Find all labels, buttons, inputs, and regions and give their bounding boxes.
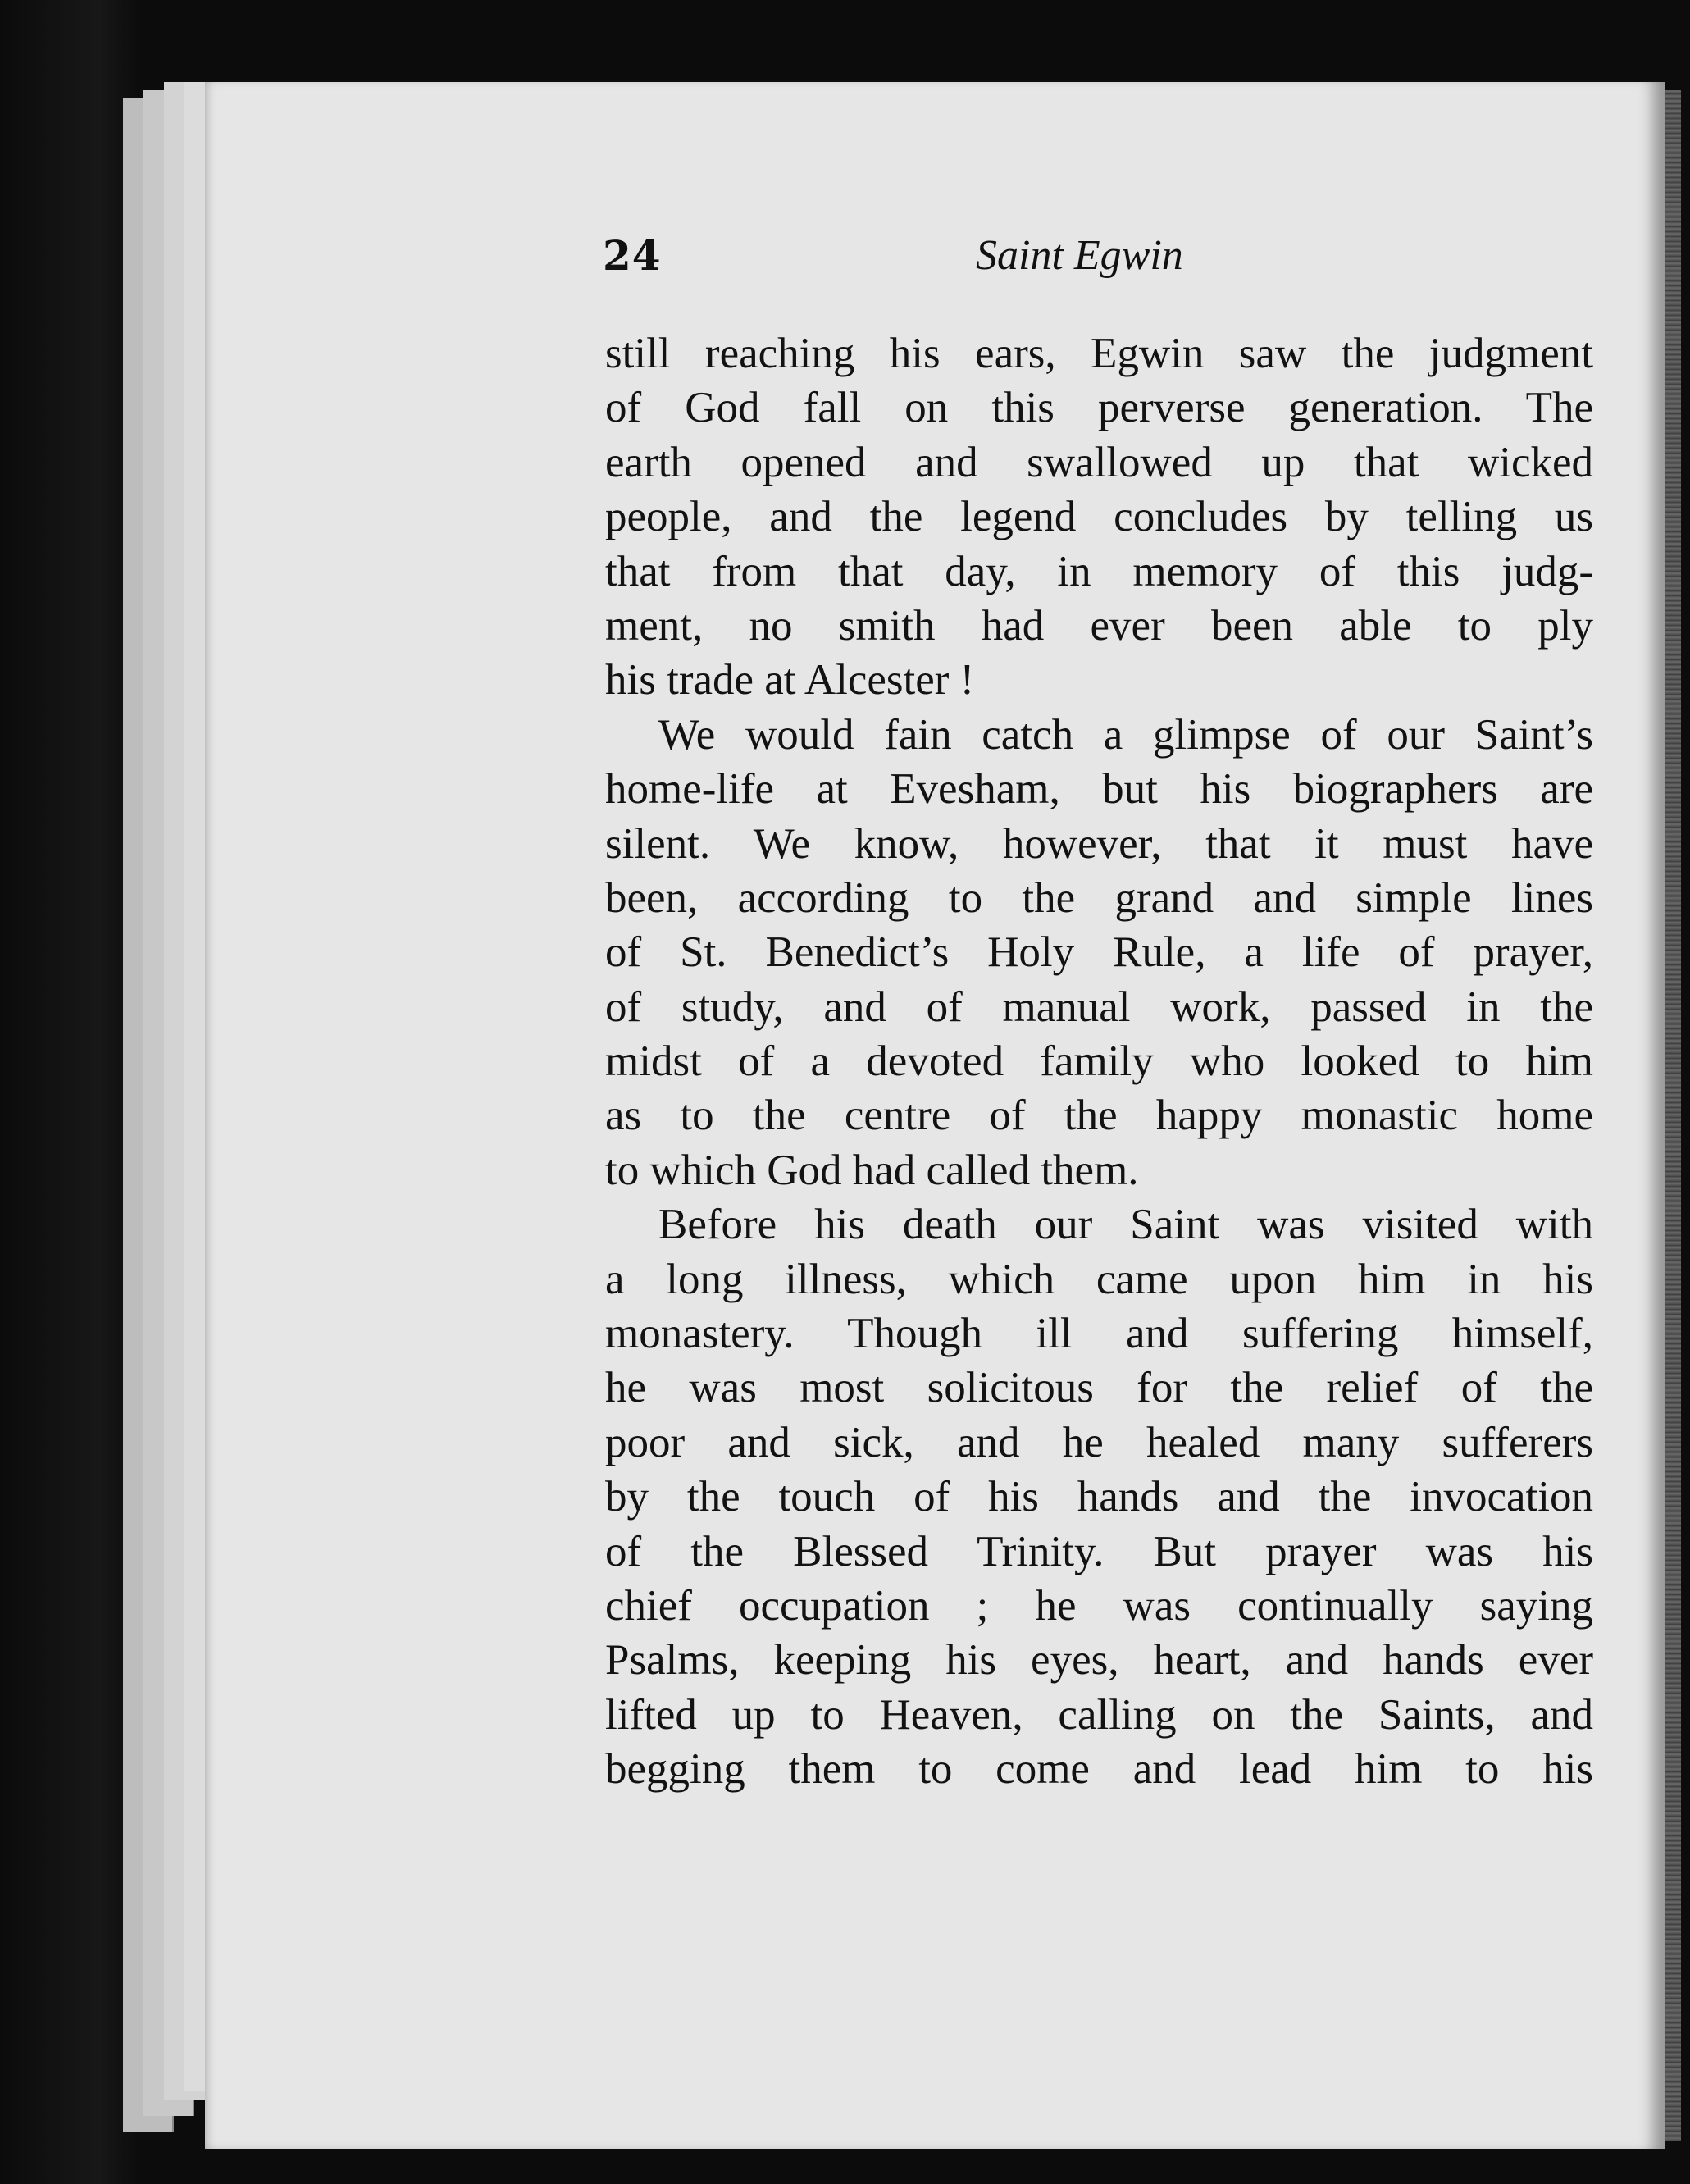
text-line: of study, and of manual work, passed in the	[605, 983, 1593, 1031]
text-line: chief occupation ; he was continually saying	[605, 1581, 1593, 1630]
text-line: that from that day, in memory of this judg-	[605, 547, 1593, 595]
text-line: Psalms, keeping his eyes, heart, and hands ever	[605, 1636, 1593, 1685]
text-line: as to the centre of the happy monastic home	[605, 1092, 1593, 1140]
running-title: Saint Egwin	[976, 232, 1183, 279]
text-line: by the touch of his hands and the invocation	[605, 1473, 1593, 1521]
book-binding-edge	[1665, 90, 1681, 2141]
text-line: ment, no smith had ever been able to ply	[605, 601, 1593, 650]
text-line: of God fall on this perverse generation. The	[605, 384, 1593, 432]
text-line: We would fain catch a glimpse of our Saint’s	[658, 710, 1593, 759]
text-line: his trade at Alcester !	[605, 656, 975, 704]
text-line: been, according to the grand and simple lines	[605, 873, 1593, 922]
page-header	[603, 231, 1595, 297]
text-line: of St. Benedict’s Holy Rule, a life of prayer,	[605, 928, 1593, 977]
text-line: a long illness, which came upon him in his	[605, 1255, 1593, 1303]
text-line: lifted up to Heaven, calling on the Saints, and	[605, 1690, 1593, 1739]
body-text	[605, 326, 1593, 1797]
text-line: Before his death our Saint was visited with	[658, 1201, 1593, 1249]
text-line: he was most solicitous for the relief of the	[605, 1364, 1593, 1412]
text-line: silent. We know, however, that it must have	[605, 819, 1593, 868]
text-line: people, and the legend concludes by telling us	[605, 493, 1593, 541]
text-line: still reaching his ears, Egwin saw the judgment	[605, 330, 1593, 377]
text-line: of the Blessed Trinity. But prayer was his	[605, 1527, 1593, 1575]
text-line: home-life at Evesham, but his biographers are	[605, 765, 1593, 814]
text-line: to which God had called them.	[605, 1146, 1139, 1194]
text-line: midst of a devoted family who looked to him	[605, 1037, 1593, 1086]
text-line: begging them to come and lead him to his	[605, 1745, 1593, 1794]
page-number: 24	[603, 231, 662, 280]
text-line: monastery. Though ill and suffering himself,	[605, 1310, 1593, 1358]
text-line: poor and sick, and he healed many sufferers	[605, 1418, 1593, 1466]
text-line: earth opened and swallowed up that wicked	[605, 438, 1593, 486]
